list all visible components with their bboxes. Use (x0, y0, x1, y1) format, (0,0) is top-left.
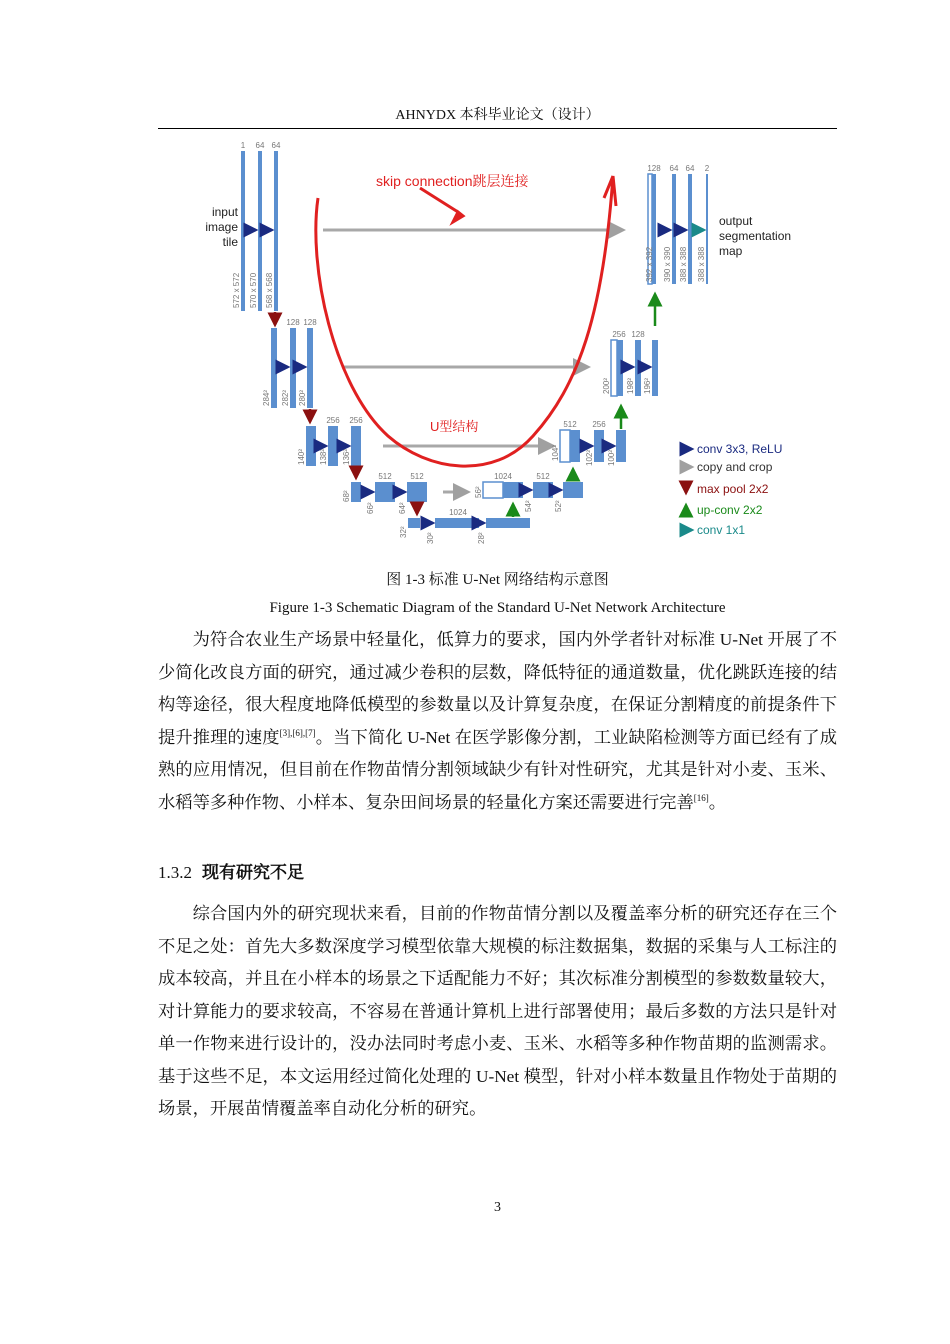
svg-text:256: 256 (612, 330, 626, 339)
decoder-level4 (474, 469, 583, 512)
figure-caption-zh: 图 1-3 标准 U-Net 网络结构示意图 (386, 572, 609, 588)
channel-label: 64 (255, 141, 265, 150)
legend-item: conv 1x1 (697, 523, 746, 537)
svg-text:32²: 32² (399, 526, 408, 538)
paragraph-text: 。当下简化 U-Net 在医学影像分割，工业缺陷检测等方面已经有了成熟的应用情况，但目前在作物苗情分割领域缺少有针对性研究，尤其是针对小麦、玉米、水稻等多种作物、小样本、复杂田间场景的轻量化方案还需要进行完善 (158, 727, 837, 812)
svg-text:64: 64 (669, 164, 679, 173)
svg-text:388 x 388: 388 x 388 (697, 246, 706, 282)
decoder-level1 (645, 164, 791, 284)
svg-text:512: 512 (410, 472, 424, 481)
size-label: 568 x 568 (265, 272, 274, 308)
input-label: input (211, 205, 238, 219)
encoder-level1 (205, 141, 281, 325)
decoder-level3 (551, 406, 626, 466)
svg-text:104²: 104² (551, 444, 560, 461)
svg-text:256: 256 (326, 416, 340, 425)
paragraph-research-gaps: 综合国内外的研究现状来看，目前的作物苗情分割以及覆盖率分析的研究还存在三个不足之处：首先大多数深度学习模型依靠大规模的标注数据集，数据的采集与人工标注的成本较高，并且在小样本的场景之下适配能力不好；其次标准分割模型的参数数量较大，对计算能力的要求较高，不容易在普通计算机上进行部署使用；最后多数的方法只是针对单一作物来进行设计的，没办法同时考虑小麦、玉米、水稻等多种作物苗期的监测需求。基于这些不足，本文运用经过简化处理的 U-Net 模型，针对小样本数量且作物处于苗期的场景，开展苗情覆盖率自动化分析的研究。 (158, 904, 837, 1118)
svg-text:512: 512 (536, 472, 550, 481)
figure-caption-en: Figure 1-3 Schematic Diagram of the Standard U-Net Network Architecture (269, 600, 726, 616)
svg-text:56²: 56² (474, 486, 483, 498)
encoder-level2 (262, 318, 317, 422)
svg-text:284²: 284² (262, 389, 271, 406)
svg-text:388 x 388: 388 x 388 (679, 246, 688, 282)
svg-text:102²: 102² (585, 449, 594, 466)
legend-item: max pool 2x2 (697, 482, 769, 496)
svg-text:52²: 52² (554, 500, 563, 512)
svg-text:198²: 198² (626, 377, 635, 394)
svg-text:2: 2 (704, 164, 710, 173)
page-number: 3 (494, 1200, 501, 1215)
svg-text:390 x 390: 390 x 390 (663, 246, 672, 282)
svg-text:512: 512 (563, 420, 577, 429)
feature-map-block (274, 151, 278, 311)
paragraph-text: 为符合农业生产场景中轻量化，低算力的要求，国内外学者针对标准 U-Net 开展了不少简化改良方面的研究，通过减少卷积的层数，降低特征的通道数量，优化跳跃连接的结构等途径，很大程度地降低模型的参数量以及计算复杂度，在保证分割精度的前提条件下提升推理的速度 (158, 630, 837, 747)
svg-text:392 x 392: 392 x 392 (645, 246, 654, 282)
encoder-level3 (297, 416, 363, 478)
feature-map-block (241, 151, 245, 311)
svg-text:282²: 282² (281, 389, 290, 406)
channel-label: 64 (271, 141, 281, 150)
svg-text:128: 128 (631, 330, 645, 339)
section-heading (158, 858, 304, 883)
svg-text:128: 128 (647, 164, 661, 173)
citation: [3],[6],[7] (279, 727, 316, 738)
input-label: image (205, 220, 238, 234)
citation: [16] (693, 792, 709, 803)
size-label: 572 x 572 (232, 272, 241, 308)
paragraph-text: 。 (708, 792, 727, 812)
svg-text:1024: 1024 (449, 508, 467, 517)
annotation-pointer-arrow (420, 188, 463, 222)
svg-text:128: 128 (303, 318, 317, 327)
section-number: 1.3.2 (158, 863, 192, 882)
legend-item: copy and crop (697, 460, 773, 474)
size-label: 570 x 570 (249, 272, 258, 308)
channel-label: 1 (240, 141, 246, 150)
legend-item: conv 3x3, ReLU (697, 442, 783, 456)
svg-text:66²: 66² (366, 502, 375, 514)
decoder-level2 (602, 294, 658, 396)
feature-map-block (258, 151, 262, 311)
svg-text:64²: 64² (398, 502, 407, 514)
legend-item: up-conv 2x2 (697, 503, 763, 517)
output-label: output (719, 214, 753, 228)
running-header: AHNYDX 本科毕业论文（设计） (158, 104, 837, 129)
svg-text:512: 512 (378, 472, 392, 481)
paragraph-lightweight-unet (158, 624, 837, 819)
u-shape-annotation: U型结构 (430, 419, 479, 434)
svg-text:280²: 280² (298, 389, 307, 406)
svg-text:140²: 140² (297, 448, 306, 465)
svg-text:196²: 196² (643, 377, 652, 394)
skip-connection-annotation: skip connection跳层连接 (376, 173, 529, 189)
section-title: 现有研究不足 (202, 863, 304, 882)
svg-text:256: 256 (349, 416, 363, 425)
svg-text:256: 256 (592, 420, 606, 429)
svg-text:136²: 136² (342, 448, 351, 465)
unet-diagram (158, 136, 837, 556)
input-label: tile (222, 235, 238, 249)
svg-text:64: 64 (685, 164, 695, 173)
output-label: segmentation (719, 229, 792, 243)
unet-architecture-figure (158, 136, 837, 556)
figure-legend (680, 442, 782, 537)
svg-text:30²: 30² (426, 532, 435, 544)
output-label: map (719, 244, 743, 258)
svg-text:68²: 68² (342, 490, 351, 502)
svg-text:100²: 100² (607, 449, 616, 466)
encoder-level4 (342, 472, 427, 514)
svg-text:200²: 200² (602, 377, 611, 394)
svg-text:138²: 138² (319, 448, 328, 465)
svg-text:1024: 1024 (494, 472, 512, 481)
svg-text:128: 128 (286, 318, 300, 327)
svg-text:54²: 54² (524, 500, 533, 512)
svg-text:28²: 28² (477, 532, 486, 544)
bottleneck-level5 (399, 504, 530, 544)
